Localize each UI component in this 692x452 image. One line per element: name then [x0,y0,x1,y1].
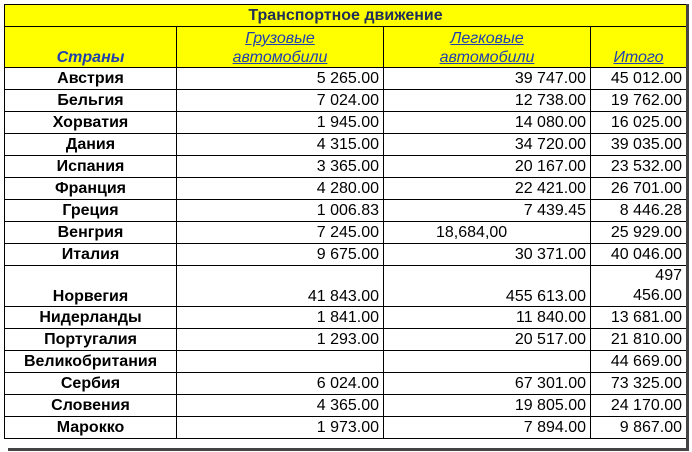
country-cell[interactable]: Марокко [5,417,177,439]
cars-cell[interactable] [384,351,591,373]
total-cell[interactable]: 9 867.00 [591,417,687,439]
total-cell[interactable] [591,266,687,307]
table-row [5,68,687,90]
cars-cell[interactable]: 12 738.00 [384,90,591,112]
country-cell[interactable]: Великобритания [5,351,177,373]
cars-cell[interactable]: 7 894.00 [384,417,591,439]
country-cell[interactable]: Франция [5,178,177,200]
cars-cell[interactable]: 34 720.00 [384,134,591,156]
total-cell[interactable]: 25 929.00 [591,222,687,244]
country-cell[interactable]: Греция [5,200,177,222]
table-row [5,395,687,417]
table-row [5,222,687,244]
trucks-cell[interactable]: 7 245.00 [177,222,384,244]
header-cars-line2: автомобили [439,49,535,66]
cars-cell[interactable]: 39 747.00 [384,68,591,90]
header-cars-line1: Легковые [450,30,524,47]
trucks-cell[interactable]: 1 293.00 [177,329,384,351]
trucks-cell[interactable] [177,351,384,373]
cars-cell[interactable]: 22 421.00 [384,178,591,200]
trucks-cell[interactable]: 4 315.00 [177,134,384,156]
trucks-cell[interactable]: 9 675.00 [177,244,384,266]
trucks-cell[interactable]: 5 265.00 [177,68,384,90]
header-trucks-line1: Грузовые [245,30,315,47]
table-shadow-bottom [8,448,689,451]
total-cell[interactable]: 44 669.00 [591,351,687,373]
total-cell[interactable]: 21 810.00 [591,329,687,351]
traffic-spreadsheet [4,4,687,439]
total-cell-line2: 456.00 [633,287,682,304]
table-row [5,134,687,156]
table-row [5,200,687,222]
country-cell[interactable]: Испания [5,156,177,178]
trucks-cell[interactable]: 3 365.00 [177,156,384,178]
country-cell[interactable]: Норвегия [5,266,177,307]
total-cell[interactable]: 13 681.00 [591,307,687,329]
total-cell[interactable]: 24 170.00 [591,395,687,417]
cars-cell[interactable]: 20 517.00 [384,329,591,351]
cars-cell[interactable]: 14 080.00 [384,112,591,134]
trucks-cell[interactable]: 1 945.00 [177,112,384,134]
trucks-cell[interactable]: 1 006.83 [177,200,384,222]
total-cell[interactable]: 19 762.00 [591,90,687,112]
trucks-cell[interactable]: 41 843.00 [177,266,384,307]
header-trucks[interactable] [177,27,384,68]
table-shadow-right [686,4,689,450]
total-cell[interactable]: 39 035.00 [591,134,687,156]
header-total[interactable]: Итого [591,27,687,68]
total-cell[interactable]: 40 046.00 [591,244,687,266]
cars-cell[interactable]: 7 439.45 [384,200,591,222]
total-cell[interactable]: 8 446.28 [591,200,687,222]
cars-cell[interactable]: 19 805.00 [384,395,591,417]
table-row [5,112,687,134]
country-cell[interactable]: Бельгия [5,90,177,112]
cars-cell[interactable]: 11 840.00 [384,307,591,329]
trucks-cell[interactable]: 1 973.00 [177,417,384,439]
table-row [5,178,687,200]
header-row [5,27,687,68]
cars-cell[interactable]: 67 301.00 [384,373,591,395]
total-cell[interactable]: 16 025.00 [591,112,687,134]
country-cell[interactable]: Словения [5,395,177,417]
total-cell[interactable]: 26 701.00 [591,178,687,200]
cars-cell[interactable]: 455 613.00 [384,266,591,307]
trucks-cell[interactable]: 6 024.00 [177,373,384,395]
country-cell[interactable]: Хорватия [5,112,177,134]
table-row [5,156,687,178]
table-row [5,351,687,373]
cars-cell[interactable]: 18,684,00 [384,222,591,244]
trucks-cell[interactable]: 1 841.00 [177,307,384,329]
trucks-cell[interactable]: 4 365.00 [177,395,384,417]
country-cell[interactable]: Португалия [5,329,177,351]
trucks-cell[interactable]: 7 024.00 [177,90,384,112]
cars-cell[interactable]: 20 167.00 [384,156,591,178]
country-cell[interactable]: Нидерланды [5,307,177,329]
country-cell[interactable]: Италия [5,244,177,266]
table-row [5,244,687,266]
total-cell-line1: 497 [655,267,682,284]
traffic-table [4,4,687,439]
title-row [5,5,687,27]
header-trucks-line2: автомобили [232,49,328,66]
country-cell[interactable]: Дания [5,134,177,156]
table-row [5,90,687,112]
country-cell[interactable]: Австрия [5,68,177,90]
total-cell[interactable]: 45 012.00 [591,68,687,90]
table-row [5,373,687,395]
table-row [5,266,687,307]
total-cell[interactable]: 23 532.00 [591,156,687,178]
cars-cell[interactable]: 30 371.00 [384,244,591,266]
header-country[interactable]: Страны [5,27,177,68]
table-row [5,329,687,351]
table-row [5,417,687,439]
table-row [5,307,687,329]
table-title[interactable]: Транспортное движение [5,5,687,27]
country-cell[interactable]: Сербия [5,373,177,395]
total-cell[interactable]: 73 325.00 [591,373,687,395]
country-cell[interactable]: Венгрия [5,222,177,244]
trucks-cell[interactable]: 4 280.00 [177,178,384,200]
header-cars[interactable] [384,27,591,68]
